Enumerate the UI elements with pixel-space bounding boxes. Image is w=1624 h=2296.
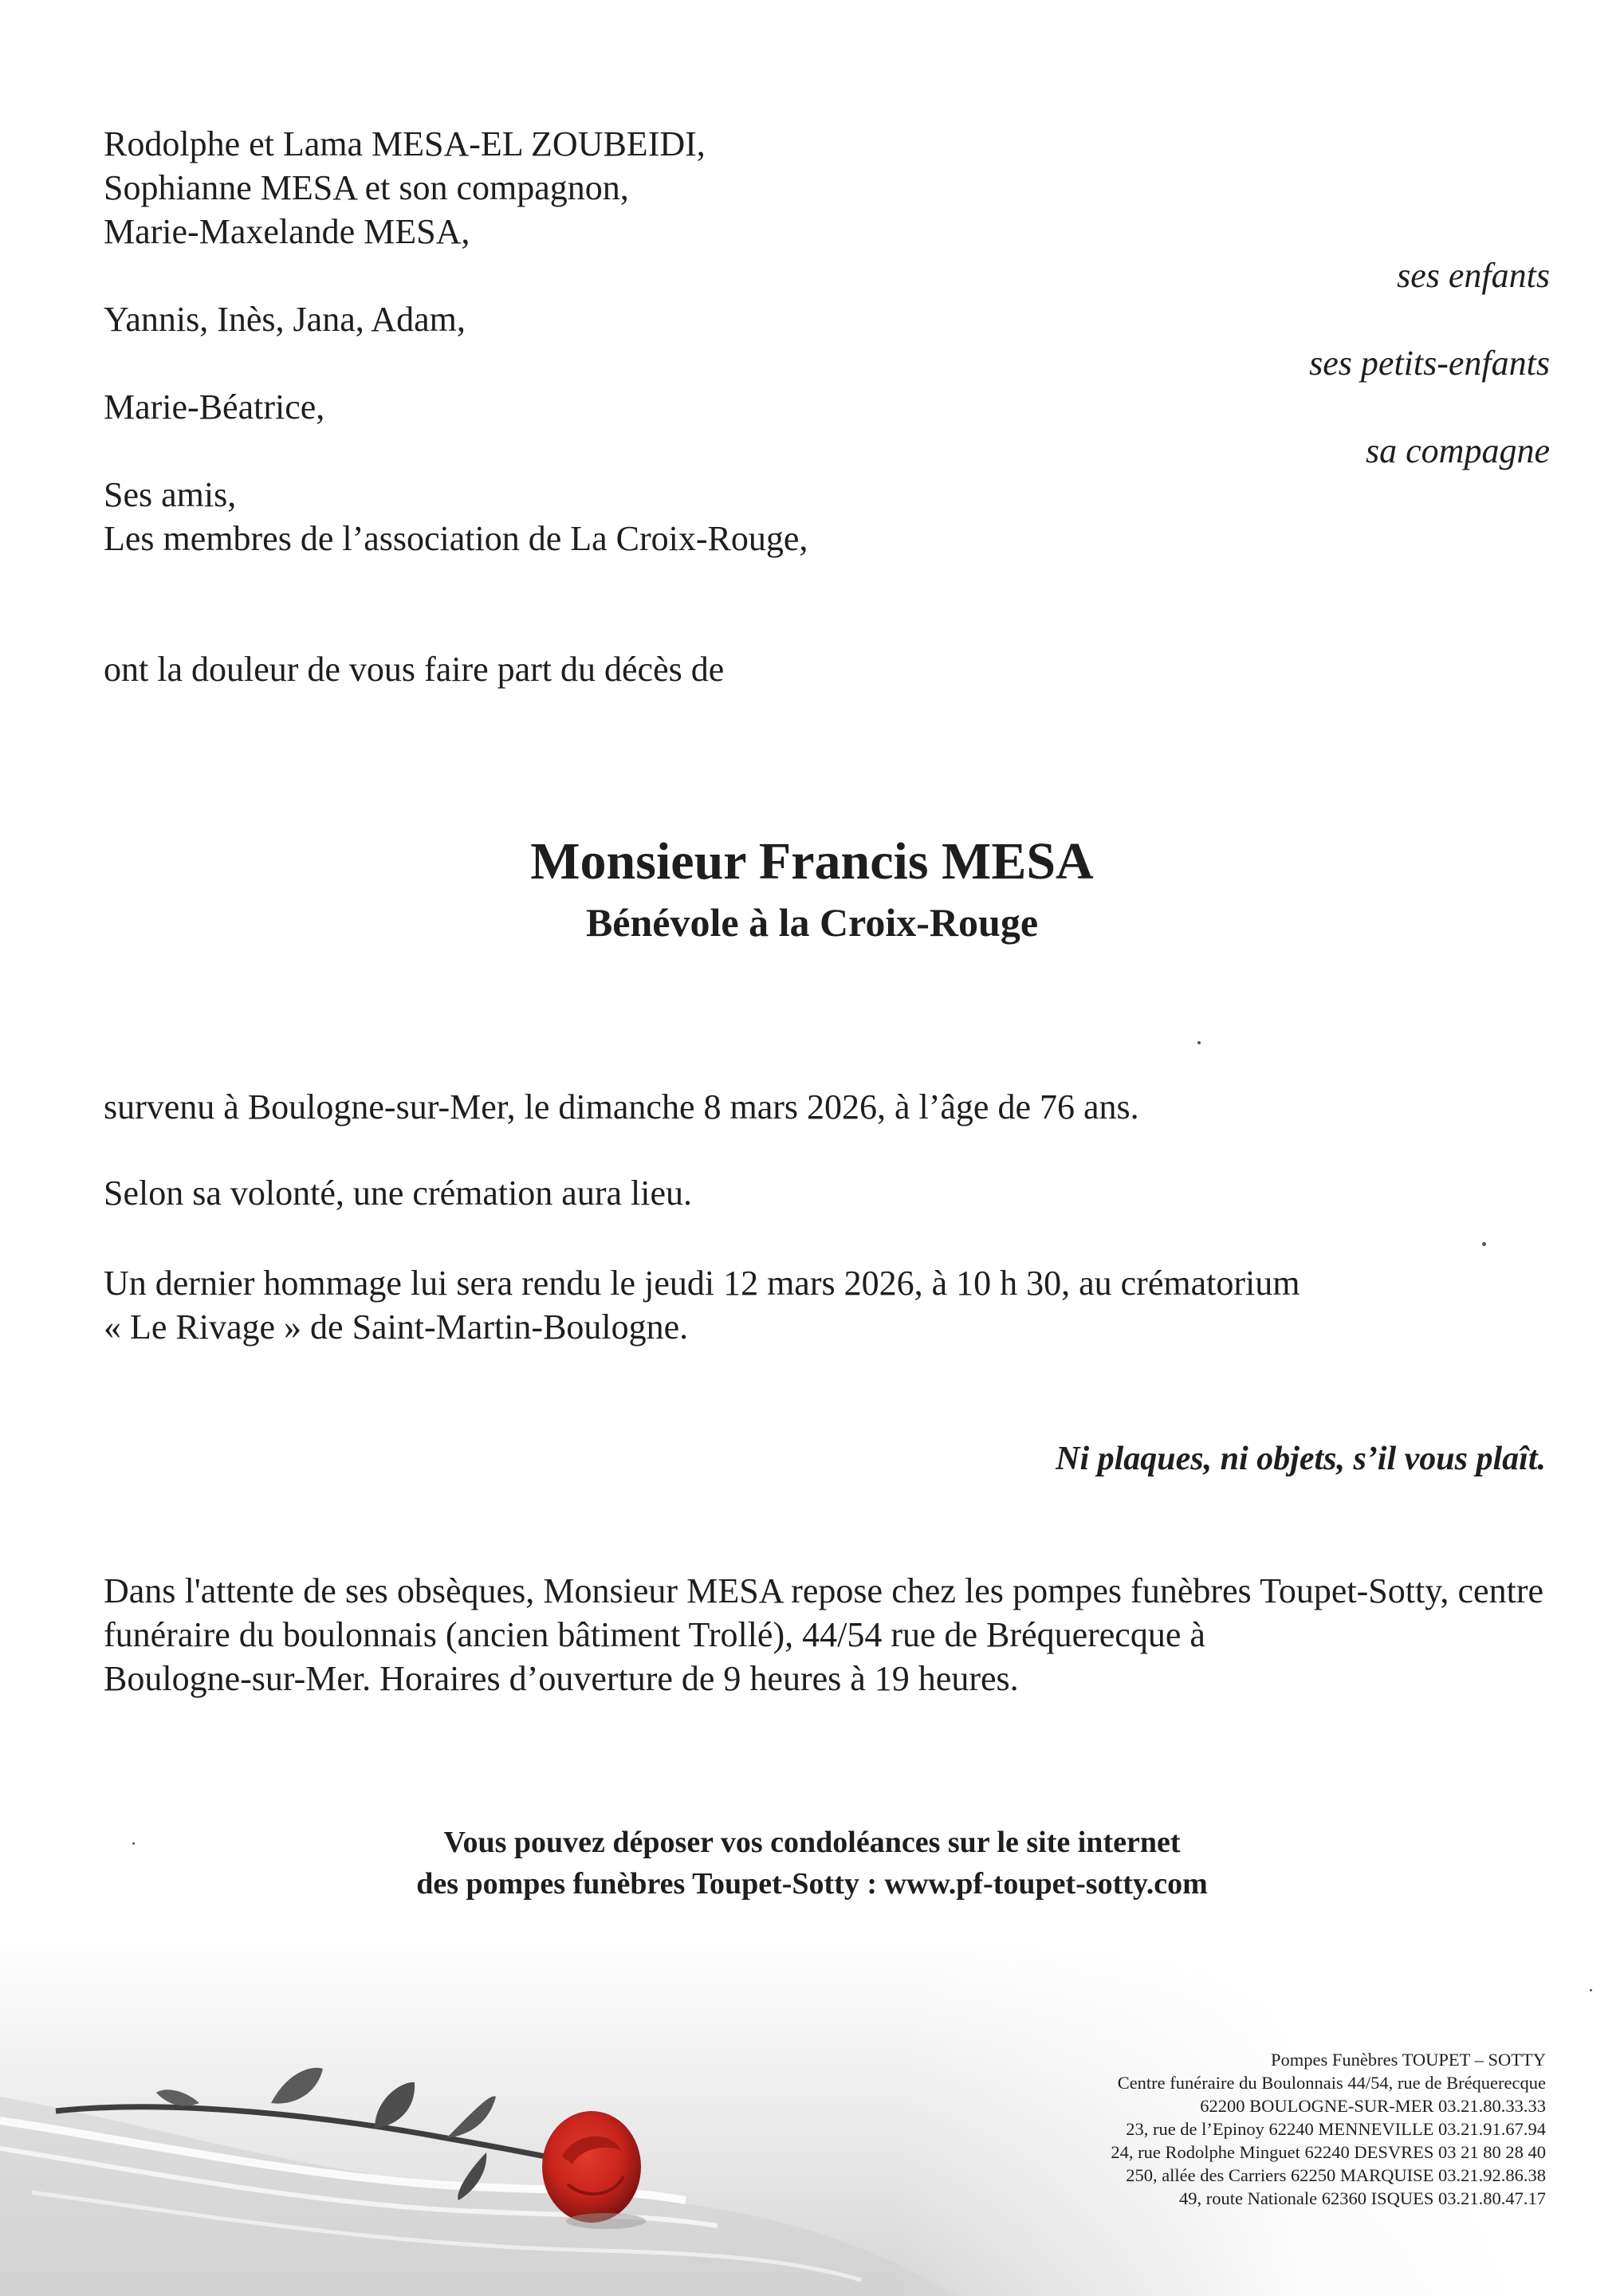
rose-shadow [566, 2213, 646, 2229]
family-children-line-2: Sophianne MESA et son compagnon, [104, 168, 629, 207]
condolences-line-1: Vous pouvez déposer vos condoléances sur le site internet [443, 1826, 1181, 1859]
funeral-home-address-line: 23, rue de l’Epinoy 62240 MENNEVILLE 03.21.91.67.94 [1126, 2119, 1546, 2139]
grandchildren-line: Yannis, Inès, Jana, Adam, [104, 300, 466, 339]
grandchildren-role: ses petits-enfants [1309, 344, 1550, 383]
rose-head [542, 2111, 641, 2223]
funeral-home-address-line: 24, rue Rodolphe Minguet 62240 DESVRES 03 21 80 28 40 [1111, 2142, 1546, 2162]
announcement: ont la douleur de vous faire part du décès de [104, 650, 725, 689]
children-role: ses enfants [1397, 256, 1550, 295]
cremation-notice: Selon sa volonté, une crémation aura lieu. [104, 1174, 692, 1213]
funeral-home-contact [1111, 2048, 1546, 2210]
funeral-home-address-line: Centre funéraire du Boulonnais 44/54, rue de Bréquerecque [1117, 2073, 1546, 2093]
companion-line: Marie-Béatrice, [104, 387, 325, 427]
resting-text-last: Boulogne-sur-Mer. Horaires d’ouverture de 9 heures à 19 heures. [104, 1659, 1019, 1698]
condolences-line-2: des pompes funèbres Toupet-Sotty : www.pf-toupet-sotty.com [416, 1867, 1208, 1901]
family-children-line-3: Marie-Maxelande MESA, [104, 212, 470, 251]
tribute-line-1: Un dernier hommage lui sera rendu le jeudi 12 mars 2026, à 10 h 30, au crématorium [104, 1264, 1300, 1303]
no-flowers-notice: Ni plaques, ni objets, s’il vous plaît. [1056, 1441, 1546, 1477]
friends-line-1: Ses amis, [104, 475, 237, 514]
scan-speck [1197, 1041, 1201, 1044]
scan-speck [1590, 1989, 1592, 1991]
funeral-home-address-line: 62200 BOULOGNE-SUR-MER 03.21.80.33.33 [1200, 2096, 1546, 2116]
companion-role: sa compagne [1366, 431, 1550, 470]
scan-speck [132, 1842, 135, 1845]
friends-line-2: Les membres de l’association de La Croix-Rouge, [104, 519, 808, 558]
death-details: survenu à Boulogne-sur-Mer, le dimanche 8 mars 2026, à l’âge de 76 ans. [104, 1087, 1139, 1126]
deceased-name: Monsieur Francis MESA [530, 832, 1094, 890]
funeral-home-address-line: 250, allée des Carriers 62250 MARQUISE 03.21.92.86.38 [1126, 2165, 1546, 2185]
deceased-title: Bénévole à la Croix-Rouge [585, 900, 1039, 945]
resting-text-main: Dans l'attente de ses obsèques, Monsieur MESA repose chez les pompes funèbres Toupet-Sotty, centre funéraire du boulonnais (ancien bâtiment Trollé), 44/54 rue de Bréquerecque à [104, 1571, 1543, 1654]
tribute-line-2: « Le Rivage » de Saint-Martin-Boulogne. [104, 1307, 689, 1347]
family-children-line-1: Rodolphe et Lama MESA-EL ZOUBEIDI, [104, 124, 706, 163]
scan-speck [1482, 1242, 1486, 1246]
funeral-home-address-line: 49, route Nationale 62360 ISQUES 03.21.80.47.17 [1179, 2188, 1546, 2208]
resting-place-paragraph [104, 1569, 1543, 1700]
funeral-home-name: Pompes Funèbres TOUPET – SOTTY [1270, 2050, 1546, 2070]
